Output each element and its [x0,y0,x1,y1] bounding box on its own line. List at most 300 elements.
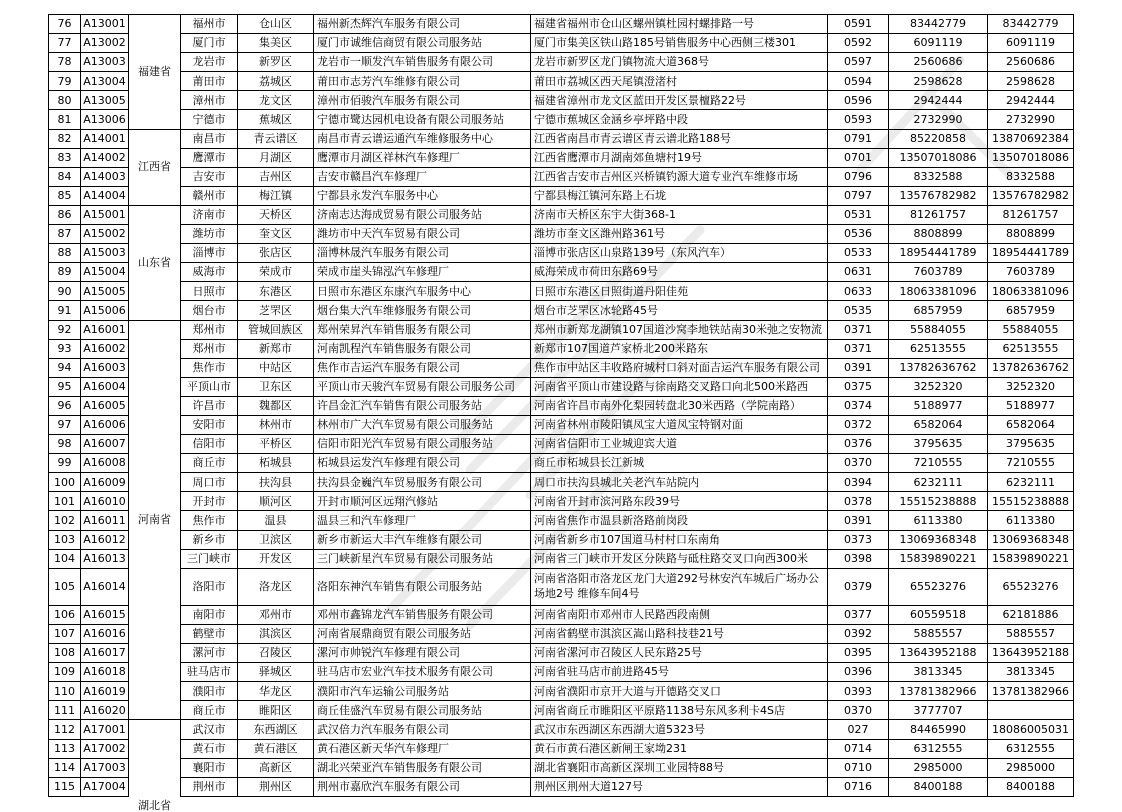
cell-company-name: 开封市顺河区远翔汽修站 [314,492,531,511]
cell-address: 河南省三门峡市开发区分陕路与砥柱路交叉口向西300米 [531,549,828,568]
cell-district: 柘城县 [238,454,314,473]
cell-phone-1: 2985000 [889,758,988,777]
cell-phone-2: 6312555 [988,739,1074,758]
cell-area-code: 0372 [828,415,889,434]
cell-address: 新郑市107国道芦家桥北200米路东 [531,339,828,358]
cell-phone-1: 8400188 [889,777,988,796]
cell-phone-2: 2942444 [988,91,1074,110]
cell-station-code: A16004 [81,377,129,396]
table-row [49,396,1074,415]
cell-phone-1: 2732990 [889,110,988,129]
cell-address: 福建省福州市仓山区螺州镇杜园村螺排路一号 [531,15,828,34]
cell-area-code: 0701 [828,148,889,167]
cell-phone-1: 65523276 [889,568,988,605]
cell-city: 莆田市 [181,72,238,91]
cell-company-name: 武汉倍力汽车服务有限公司 [314,720,531,739]
cell-address: 莆田市荔城区西天尾镇澄渚村 [531,72,828,91]
cell-station-code: A16007 [81,435,129,454]
cell-address: 河南省洛阳市洛龙区龙门大道292号林安汽车城后广场办公场地2号 维修车间4号 [531,568,828,605]
cell-phone-1: 8332588 [889,167,988,186]
cell-phone-2: 83442779 [988,15,1074,34]
cell-area-code: 0370 [828,701,889,720]
cell-district: 新罗区 [238,53,314,72]
cell-address: 河南省商丘市睢阳区平原路1138号东风多利卡4S店 [531,701,828,720]
table-row [49,530,1074,549]
cell-address: 黄石市黄石港区新闸王家坳231 [531,739,828,758]
cell-phone-2: 5885557 [988,625,1074,644]
cell-row-number: 87 [49,225,81,244]
cell-station-code: A15005 [81,282,129,301]
cell-area-code: 0591 [828,15,889,34]
cell-row-number: 104 [49,549,81,568]
cell-station-code: A16018 [81,663,129,682]
cell-company-name: 扶沟县金巍汽车贸易服务有限公司 [314,473,531,492]
cell-area-code: 0379 [828,568,889,605]
cell-company-name: 河南凯程汽车销售服务有限公司 [314,339,531,358]
cell-phone-1: 85220858 [889,129,988,148]
cell-phone-2: 81261757 [988,205,1074,224]
cell-district: 荣成市 [238,263,314,282]
cell-phone-2: 13870692384 [988,129,1074,148]
cell-row-number: 82 [49,129,81,148]
cell-city: 信阳市 [181,435,238,454]
cell-station-code: A16003 [81,358,129,377]
cell-district: 扶沟县 [238,473,314,492]
cell-company-name: 济南志达海成贸易有限公司服务站 [314,205,531,224]
cell-district: 驿城区 [238,663,314,682]
cell-city: 周口市 [181,473,238,492]
cell-area-code: 0716 [828,777,889,796]
cell-address: 郑州市新郑龙湖镇107国道沙窝李地铁站南30米弛之安物流 [531,320,828,339]
cell-area-code: 0596 [828,91,889,110]
cell-city: 漯河市 [181,644,238,663]
cell-area-code: 0371 [828,320,889,339]
cell-row-number: 100 [49,473,81,492]
cell-address: 宁德市蕉城区金涵乡亭坪路中段 [531,110,828,129]
cell-company-name: 潍坊市中天汽车贸易有限公司 [314,225,531,244]
cell-district: 管城回族区 [238,320,314,339]
cell-station-code: A14002 [81,148,129,167]
cell-area-code: 0376 [828,435,889,454]
cell-address: 龙岩市新罗区龙门镇物流大道368号 [531,53,828,72]
cell-station-code: A16002 [81,339,129,358]
table-row [49,72,1074,91]
cell-row-number: 90 [49,282,81,301]
cell-address: 江西省南昌市青云谱区青云谱北路188号 [531,129,828,148]
cell-area-code: 0396 [828,663,889,682]
cell-district: 睢阳区 [238,701,314,720]
cell-company-name: 焦作市吉运汽车服务有限公司 [314,358,531,377]
cell-address: 焦作市中站区丰收路府城村口斜对面吉运汽车服务有限公司 [531,358,828,377]
cell-company-name: 南昌市青云谱运通汽车维修服务中心 [314,129,531,148]
cell-company-name: 商丘佳盛汽车贸易有限公司服务站 [314,701,531,720]
cell-district: 顺河区 [238,492,314,511]
cell-row-number: 93 [49,339,81,358]
cell-phone-1: 13643952188 [889,644,988,663]
cell-phone-2: 13507018086 [988,148,1074,167]
cell-city: 郑州市 [181,320,238,339]
cell-phone-1: 2560686 [889,53,988,72]
cell-station-code: A15002 [81,225,129,244]
cell-district: 梅江镇 [238,186,314,205]
cell-phone-1: 2942444 [889,91,988,110]
cell-district: 洛龙区 [238,568,314,605]
cell-row-number: 79 [49,72,81,91]
cell-phone-2: 62513555 [988,339,1074,358]
cell-address: 日照市东港区日照街道丹阳佳苑 [531,282,828,301]
cell-city: 濮阳市 [181,682,238,701]
cell-company-name: 漯河市帅锐汽车修理有限公司 [314,644,531,663]
cell-station-code: A15006 [81,301,129,320]
cell-phone-1: 6312555 [889,739,988,758]
cell-area-code: 0714 [828,739,889,758]
cell-company-name: 烟台集大汽车维修服务有限公司 [314,301,531,320]
table-row [49,568,1074,605]
cell-row-number: 113 [49,739,81,758]
table-row [49,301,1074,320]
cell-city: 焦作市 [181,511,238,530]
cell-phone-2: 6857959 [988,301,1074,320]
cell-row-number: 89 [49,263,81,282]
cell-company-name: 鹰潭市月湖区祥林汽车修理厂 [314,148,531,167]
table-row [49,205,1074,224]
cell-phone-1: 6113380 [889,511,988,530]
cell-phone-2: 6113380 [988,511,1074,530]
cell-area-code: 0797 [828,186,889,205]
cell-area-code: 0536 [828,225,889,244]
cell-area-code: 0391 [828,358,889,377]
cell-phone-2: 18063381096 [988,282,1074,301]
cell-station-code: A16005 [81,396,129,415]
cell-address: 厦门市集美区铁山路185号销售服务中心西侧三楼301 [531,34,828,53]
cell-district: 卫东区 [238,377,314,396]
cell-district: 芝罘区 [238,301,314,320]
cell-address: 河南省林州市陵阳镇凤宝大道凤宝特钢对面 [531,415,828,434]
table-row [49,186,1074,205]
cell-row-number: 110 [49,682,81,701]
cell-phone-1: 81261757 [889,205,988,224]
cell-station-code: A16010 [81,492,129,511]
table-row [49,777,1074,796]
table-row [49,167,1074,186]
cell-city: 福州市 [181,15,238,34]
cell-phone-1: 18063381096 [889,282,988,301]
cell-phone-2: 18954441789 [988,244,1074,263]
cell-phone-2: 2732990 [988,110,1074,129]
cell-city: 赣州市 [181,186,238,205]
cell-area-code: 0392 [828,625,889,644]
cell-phone-2: 13643952188 [988,644,1074,663]
cell-area-code: 0633 [828,282,889,301]
cell-station-code: A13004 [81,72,129,91]
cell-address: 商丘市柘城县长江新城 [531,454,828,473]
cell-row-number: 108 [49,644,81,663]
cell-station-code: A17003 [81,758,129,777]
cell-company-name: 平顶山市天骏汽车贸易有限公司服务公司 [314,377,531,396]
cell-district: 温县 [238,511,314,530]
cell-company-name: 荆州市嘉欣汽车服务有限公司 [314,777,531,796]
cell-address: 烟台市芝罘区冰轮路45号 [531,301,828,320]
cell-phone-2: 3252320 [988,377,1074,396]
cell-city: 商丘市 [181,454,238,473]
cell-district: 月湖区 [238,148,314,167]
cell-phone-2 [988,701,1074,720]
cell-phone-1: 6232111 [889,473,988,492]
cell-area-code: 0371 [828,339,889,358]
cell-city: 三门峡市 [181,549,238,568]
cell-company-name: 濮阳市汽车运输公司服务站 [314,682,531,701]
cell-city: 南阳市 [181,605,238,624]
cell-address: 宁都县梅江镇河东路上石垅 [531,186,828,205]
cell-district: 东港区 [238,282,314,301]
table-row [49,625,1074,644]
cell-district: 邓州市 [238,605,314,624]
cell-phone-2: 15839890221 [988,549,1074,568]
cell-company-name: 三门峡新星汽车贸易有限公司服务站 [314,549,531,568]
cell-phone-1: 6091119 [889,34,988,53]
cell-area-code: 0378 [828,492,889,511]
cell-phone-2: 8400188 [988,777,1074,796]
cell-company-name: 福州新杰辉汽车服务有限公司 [314,15,531,34]
cell-station-code: A13001 [81,15,129,34]
cell-area-code: 0594 [828,72,889,91]
province-label: 河南省 [138,513,171,527]
cell-row-number: 106 [49,605,81,624]
cell-row-number: 86 [49,205,81,224]
cell-phone-2: 62181886 [988,605,1074,624]
cell-station-code: A17001 [81,720,129,739]
cell-phone-2: 8808899 [988,225,1074,244]
cell-city: 许昌市 [181,396,238,415]
cell-phone-1: 13781382966 [889,682,988,701]
table-row [49,415,1074,434]
cell-address: 河南省漯河市召陵区人民东路25号 [531,644,828,663]
cell-row-number: 97 [49,415,81,434]
cell-station-code: A16017 [81,644,129,663]
cell-district: 黄石港区 [238,739,314,758]
cell-address: 淄博市张店区山泉路139号（东风汽车） [531,244,828,263]
cell-district: 蕉城区 [238,110,314,129]
cell-phone-1: 7210555 [889,454,988,473]
table-row [49,511,1074,530]
cell-city: 平顶山市 [181,377,238,396]
table-row [49,282,1074,301]
cell-phone-2: 7210555 [988,454,1074,473]
table-row [49,720,1074,739]
cell-district: 中站区 [238,358,314,377]
cell-station-code: A17004 [81,777,129,796]
table-row [49,739,1074,758]
cell-phone-1: 2598628 [889,72,988,91]
cell-company-name: 吉安市赣昌汽车修理厂 [314,167,531,186]
cell-phone-1: 84465990 [889,720,988,739]
cell-address: 武汉市东西湖区东西湖大道5323号 [531,720,828,739]
cell-row-number: 85 [49,186,81,205]
table-row [49,605,1074,624]
cell-city: 龙岩市 [181,53,238,72]
cell-city: 济南市 [181,205,238,224]
cell-district: 新郑市 [238,339,314,358]
cell-area-code: 0593 [828,110,889,129]
cell-phone-1: 60559518 [889,605,988,624]
cell-row-number: 107 [49,625,81,644]
cell-area-code: 0375 [828,377,889,396]
cell-district: 荆州区 [238,777,314,796]
cell-company-name: 淄博林晟汽车服务有限公司 [314,244,531,263]
cell-company-name: 郑州荣昇汽车销售服务有限公司 [314,320,531,339]
cell-row-number: 88 [49,244,81,263]
cell-province [129,15,181,130]
cell-phone-2: 6232111 [988,473,1074,492]
cell-phone-2: 6582064 [988,415,1074,434]
cell-row-number: 99 [49,454,81,473]
cell-phone-1: 83442779 [889,15,988,34]
cell-phone-2: 65523276 [988,568,1074,605]
cell-area-code: 0796 [828,167,889,186]
cell-station-code: A13005 [81,91,129,110]
cell-phone-1: 6857959 [889,301,988,320]
cell-city: 驻马店市 [181,663,238,682]
cell-province [129,205,181,320]
cell-phone-1: 3252320 [889,377,988,396]
cell-phone-1: 3777707 [889,701,988,720]
cell-phone-1: 8808899 [889,225,988,244]
cell-station-code: A16009 [81,473,129,492]
cell-phone-2: 2598628 [988,72,1074,91]
table-row [49,34,1074,53]
cell-company-name: 龙岩市一顺发汽车销售服务有限公司 [314,53,531,72]
cell-row-number: 101 [49,492,81,511]
cell-station-code: A14003 [81,167,129,186]
cell-city: 厦门市 [181,34,238,53]
table-row [49,339,1074,358]
cell-row-number: 96 [49,396,81,415]
cell-address: 河南省平顶山市建设路与徐南路交叉路口向北500米路西 [531,377,828,396]
cell-address: 河南省驻马店市前进路45号 [531,663,828,682]
cell-city: 黄石市 [181,739,238,758]
table-row [49,454,1074,473]
cell-area-code: 0394 [828,473,889,492]
table-row [49,53,1074,72]
cell-phone-2: 55884055 [988,320,1074,339]
cell-row-number: 105 [49,568,81,605]
cell-phone-2: 8332588 [988,167,1074,186]
cell-city: 洛阳市 [181,568,238,605]
cell-phone-2: 13576782982 [988,186,1074,205]
cell-phone-1: 5188977 [889,396,988,415]
cell-area-code: 0533 [828,244,889,263]
cell-city: 日照市 [181,282,238,301]
cell-address: 济南市天桥区东宇大街368-1 [531,205,828,224]
province-label: 江西省 [138,160,171,174]
cell-company-name: 漳州市佰骏汽车服务有限公司 [314,91,531,110]
cell-phone-1: 13782636762 [889,358,988,377]
cell-company-name: 河南省展鼎商贸有限公司服务站 [314,625,531,644]
cell-address: 河南省新乡市107国道马村村口东南角 [531,530,828,549]
table-row [49,110,1074,129]
cell-company-name: 驻马店市宏业汽车技术服务有限公司 [314,663,531,682]
table-row [49,682,1074,701]
cell-district: 吉州区 [238,167,314,186]
cell-address: 江西省鹰潭市月湖南郊鱼塘村19号 [531,148,828,167]
cell-company-name: 湖北兴荣亚汽车销售服务有限公司 [314,758,531,777]
cell-area-code: 0531 [828,205,889,224]
cell-phone-2: 6091119 [988,34,1074,53]
cell-row-number: 111 [49,701,81,720]
cell-station-code: A16020 [81,701,129,720]
cell-phone-2: 3795635 [988,435,1074,454]
cell-station-code: A16016 [81,625,129,644]
cell-station-code: A14004 [81,186,129,205]
cell-row-number: 80 [49,91,81,110]
cell-station-code: A16013 [81,549,129,568]
cell-city: 襄阳市 [181,758,238,777]
cell-station-code: A17002 [81,739,129,758]
cell-phone-2: 13781382966 [988,682,1074,701]
cell-row-number: 95 [49,377,81,396]
cell-area-code: 027 [828,720,889,739]
cell-area-code: 0393 [828,682,889,701]
table-row [49,148,1074,167]
cell-row-number: 109 [49,663,81,682]
cell-row-number: 102 [49,511,81,530]
cell-city: 淄博市 [181,244,238,263]
cell-district: 天桥区 [238,205,314,224]
cell-phone-2: 7603789 [988,263,1074,282]
table-row [49,225,1074,244]
cell-phone-2: 2985000 [988,758,1074,777]
cell-city: 潍坊市 [181,225,238,244]
cell-city: 烟台市 [181,301,238,320]
cell-company-name: 宁德市鹭达园机电设备有限公司服务站 [314,110,531,129]
cell-district: 张店区 [238,244,314,263]
cell-area-code: 0791 [828,129,889,148]
cell-address: 威海荣成市荷田东路69号 [531,263,828,282]
cell-row-number: 84 [49,167,81,186]
cell-district: 开发区 [238,549,314,568]
cell-city: 宁德市 [181,110,238,129]
cell-district: 青云谱区 [238,129,314,148]
cell-phone-2: 13069368348 [988,530,1074,549]
cell-city: 郑州市 [181,339,238,358]
cell-city: 鹰潭市 [181,148,238,167]
cell-area-code: 0592 [828,34,889,53]
cell-phone-1: 5885557 [889,625,988,644]
cell-address: 潍坊市奎文区潍州路361号 [531,225,828,244]
cell-district: 仓山区 [238,15,314,34]
table-row [49,644,1074,663]
cell-district: 淇滨区 [238,625,314,644]
table-row [49,91,1074,110]
cell-company-name: 宁都县永发汽车服务中心 [314,186,531,205]
cell-row-number: 115 [49,777,81,796]
cell-row-number: 103 [49,530,81,549]
table-row [49,263,1074,282]
cell-company-name: 洛阳东神汽车销售有限公司服务站 [314,568,531,605]
cell-company-name: 许昌金汇汽车销售有限公司服务站 [314,396,531,415]
cell-row-number: 83 [49,148,81,167]
service-network-table [48,14,1074,812]
cell-phone-2: 15515238888 [988,492,1074,511]
cell-city: 南昌市 [181,129,238,148]
cell-area-code: 0597 [828,53,889,72]
cell-company-name: 林州市广大汽车贸易有限公司服务站 [314,415,531,434]
cell-district: 卫滨区 [238,530,314,549]
cell-district: 奎文区 [238,225,314,244]
cell-company-name: 荣成市崖头锦泓汽车修理厂 [314,263,531,282]
cell-phone-1: 7603789 [889,263,988,282]
cell-province [129,129,181,205]
